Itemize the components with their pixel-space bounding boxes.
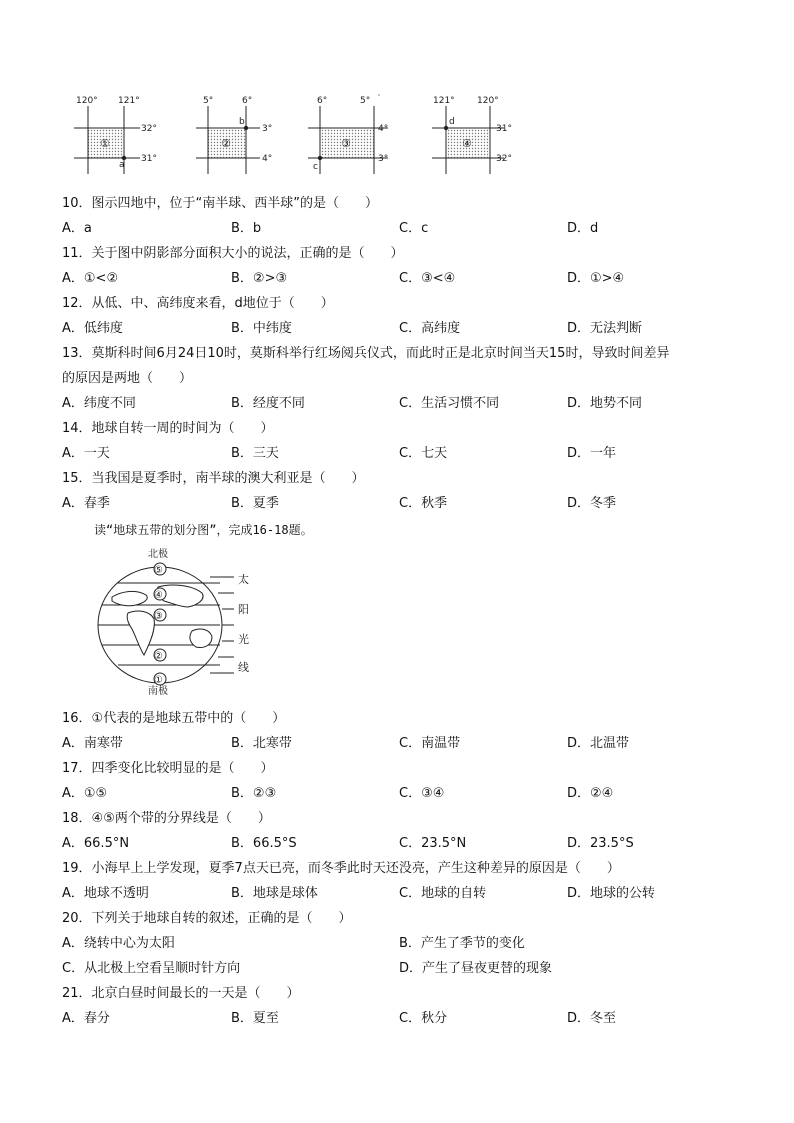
question-11-option-c[interactable]: C．③<④ xyxy=(399,271,456,286)
question-17-option-a[interactable]: A．①⑤ xyxy=(62,786,108,801)
grid-3-center-label: ③ xyxy=(341,137,351,150)
question-14-option-d[interactable]: D．一年 xyxy=(567,446,617,461)
grid-4-top-left: 121° xyxy=(433,96,455,106)
grid-2 xyxy=(196,96,272,174)
question-21-option-d[interactable]: D．冬至 xyxy=(567,1011,617,1026)
question-19-option-d[interactable]: D．地球的公转 xyxy=(567,886,656,901)
latlong-grid-figure xyxy=(60,90,520,175)
grid-4-right-upper: 31° xyxy=(496,124,512,134)
question-20-option-c[interactable]: C．从北极上空看呈顺时针方向 xyxy=(62,961,241,976)
question-13-option-d[interactable]: D．地势不同 xyxy=(567,396,643,411)
question-14-option-b[interactable]: B．三天 xyxy=(231,446,279,461)
grid-3-top-left: 6° xyxy=(317,96,328,106)
grid-1-top-right: 121° xyxy=(118,96,140,106)
grid-3 xyxy=(308,93,388,174)
question-11-option-b[interactable]: B．②>③ xyxy=(231,271,288,286)
grid-4 xyxy=(432,96,512,174)
grid-2-right-upper: 3° xyxy=(262,124,273,134)
grid-2-right-lower: 4° xyxy=(262,154,273,164)
grid-2-top-right: 6° xyxy=(242,96,253,106)
question-10-stem: 10．图示四地中，位于“南半球、西半球”的是（ ） xyxy=(62,196,379,211)
grid-3-stray-mark: ' xyxy=(378,93,380,101)
question-16-option-c[interactable]: C．南温带 xyxy=(399,736,461,751)
question-18-stem: 18．④⑤两个带的分界线是（ ） xyxy=(62,811,271,826)
five-zones-globe-figure xyxy=(88,545,258,695)
question-16-option-a[interactable]: A．南寒带 xyxy=(62,736,123,751)
question-21-option-b[interactable]: B．夏至 xyxy=(231,1011,279,1026)
zone-label-5: ⑤ xyxy=(154,565,163,576)
grid-2-top-left: 5° xyxy=(203,96,214,106)
question-17-option-b[interactable]: B．②③ xyxy=(231,786,277,801)
question-18-option-c[interactable]: C．23.5°N xyxy=(399,836,467,851)
question-14-option-a[interactable]: A．一天 xyxy=(62,446,110,461)
question-13-option-a[interactable]: A．纬度不同 xyxy=(62,396,136,411)
sunlight-char-2: 阳 xyxy=(238,603,249,616)
question-10-option-d[interactable]: D．d xyxy=(567,221,599,236)
grid-1 xyxy=(74,96,157,174)
question-11-option-a[interactable]: A．①<② xyxy=(62,271,119,286)
question-19-option-a[interactable]: A．地球不透明 xyxy=(62,886,149,901)
question-20-option-b[interactable]: B．产生了季节的变化 xyxy=(399,936,525,951)
question-10-option-a[interactable]: A．a xyxy=(62,221,92,236)
question-10-option-b[interactable]: B．b xyxy=(231,221,262,236)
grid-2-center-label: ② xyxy=(221,137,231,150)
question-19-option-b[interactable]: B．地球是球体 xyxy=(231,886,318,901)
question-18-option-d[interactable]: D．23.5°S xyxy=(567,836,634,851)
question-15-option-a[interactable]: A．春季 xyxy=(62,496,110,511)
question-15-option-d[interactable]: D．冬季 xyxy=(567,496,617,511)
question-15-option-b[interactable]: B．夏季 xyxy=(231,496,279,511)
question-21-option-c[interactable]: C．秋分 xyxy=(399,1011,448,1026)
zone-label-2: ② xyxy=(154,651,163,662)
grid-4-top-right: 120° xyxy=(477,96,499,106)
question-21-option-a[interactable]: A．春分 xyxy=(62,1011,110,1026)
zone-label-1: ① xyxy=(154,675,163,686)
question-17-option-d[interactable]: D．②④ xyxy=(567,786,614,801)
sunlight-char-1: 太 xyxy=(238,573,249,586)
grid-2-point-label: b xyxy=(239,117,245,127)
question-19-option-c[interactable]: C．地球的自转 xyxy=(399,886,487,901)
question-12-option-a[interactable]: A．低纬度 xyxy=(62,321,123,336)
question-20-option-a[interactable]: A．绕转中心为太阳 xyxy=(62,936,175,951)
north-pole-label: 北极 xyxy=(148,549,168,560)
question-16-stem: 16．①代表的是地球五带中的（ ） xyxy=(62,711,286,726)
question-10-option-c[interactable]: C．c xyxy=(399,221,429,236)
question-20-stem: 20．下列关于地球自转的叙述，正确的是（ ） xyxy=(62,911,352,926)
south-pole-label: 南极 xyxy=(148,686,168,695)
grid-1-right-lower: 31° xyxy=(141,154,157,164)
question-15-stem: 15．当我国是夏季时，南半球的澳大利亚是（ ） xyxy=(62,471,365,486)
grid-3-top-right: 5° xyxy=(360,96,371,106)
sunlight-char-4: 线 xyxy=(238,661,249,674)
question-11-option-d[interactable]: D．①>④ xyxy=(567,271,625,286)
question-13-stem: 13．莫斯科时间6月24日10时，莫斯科举行红场阅兵仪式，而此时正是北京时间当天15时，导致时间差异 xyxy=(62,346,670,361)
zone-label-4: ④ xyxy=(154,590,163,601)
question-11-stem: 11．关于图中阴影部分面积大小的说法，正确的是（ ） xyxy=(62,246,404,261)
question-17-stem: 17．四季变化比较明显的是（ ） xyxy=(62,761,274,776)
question-13-stem-continued: 的原因是两地（ ） xyxy=(62,371,193,386)
grid-4-center-label: ④ xyxy=(462,137,472,150)
question-12-stem: 12．从低、中、高纬度来看，d地位于（ ） xyxy=(62,296,334,311)
question-21-stem: 21．北京白昼时间最长的一天是（ ） xyxy=(62,986,300,1001)
question-12-option-d[interactable]: D．无法判断 xyxy=(567,321,643,336)
grid-1-right-upper: 32° xyxy=(141,124,157,134)
grid-1-top-left: 120° xyxy=(76,96,98,106)
grid-4-point-label: d xyxy=(449,117,455,127)
zone-label-3: ③ xyxy=(154,611,163,622)
sunlight-char-3: 光 xyxy=(238,633,249,646)
question-18-option-b[interactable]: B．66.5°S xyxy=(231,836,297,851)
question-20-option-d[interactable]: D．产生了昼夜更替的现象 xyxy=(399,961,553,976)
question-12-option-c[interactable]: C．高纬度 xyxy=(399,321,461,336)
question-14-option-c[interactable]: C．七天 xyxy=(399,446,448,461)
question-14-stem: 14．地球自转一周的时间为（ ） xyxy=(62,421,274,436)
grid-3-right-upper: 4° xyxy=(378,124,389,134)
reading-instruction: 读“地球五带的划分图”，完成16-18题。 xyxy=(94,523,313,537)
question-12-option-b[interactable]: B．中纬度 xyxy=(231,321,292,336)
grid-1-point-label: a xyxy=(119,160,125,170)
grid-3-point-label: c xyxy=(313,162,318,172)
grid-3-right-lower: 3° xyxy=(378,154,389,164)
question-17-option-c[interactable]: C．③④ xyxy=(399,786,445,801)
question-15-option-c[interactable]: C．秋季 xyxy=(399,496,448,511)
question-13-option-c[interactable]: C．生活习惯不同 xyxy=(399,396,500,411)
question-19-stem: 19．小海早上上学发现，夏季7点天已亮，而冬季此时天还没亮，产生这种差异的原因是（ ） xyxy=(62,861,620,876)
grid-1-center-label: ① xyxy=(100,137,110,150)
question-13-option-b[interactable]: B．经度不同 xyxy=(231,396,305,411)
question-16-option-b[interactable]: B．北寒带 xyxy=(231,736,292,751)
question-18-option-a[interactable]: A．66.5°N xyxy=(62,836,130,851)
question-16-option-d[interactable]: D．北温带 xyxy=(567,736,630,751)
grid-4-right-lower: 32° xyxy=(496,154,512,164)
